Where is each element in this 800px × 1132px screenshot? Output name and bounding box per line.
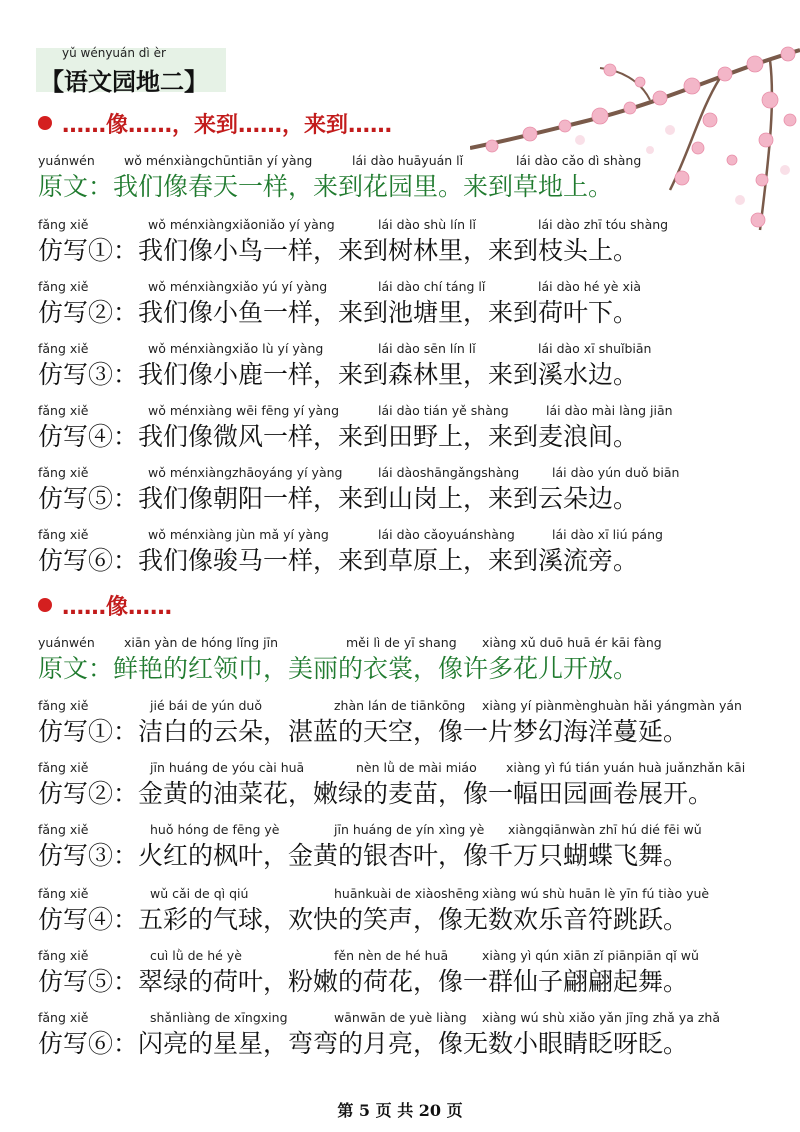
pinyin: lái dào xī liú páng	[552, 527, 663, 542]
pinyin: fǎng xiě	[38, 465, 89, 480]
pinyin: wǒ ménxiàngzhāoyáng yí yàng	[148, 465, 343, 480]
sentence-row	[38, 948, 798, 1000]
pinyin: lái dào chí táng lǐ	[378, 279, 486, 294]
section-heading-2-text: ……像……	[62, 594, 173, 620]
pinyin: lái dào shù lín lǐ	[378, 217, 476, 232]
pinyin: wǒ ménxiàngxiǎo lù yí yàng	[148, 341, 324, 356]
page-number: 第 5 页 共 20 页	[337, 1101, 463, 1120]
pinyin: fǎng xiě	[38, 403, 89, 418]
bullet-dot-icon	[38, 598, 52, 612]
sentence-text: 仿写③：我们像小鹿一样，来到森林里，来到溪水边。	[38, 360, 639, 389]
sentence-text: 仿写③：火红的枫叶，金黄的银杏叶，像千万只蝴蝶飞舞。	[38, 841, 689, 870]
sentence-row	[38, 527, 798, 579]
pinyin: fǎng xiě	[38, 1010, 89, 1025]
pinyin: xiàng xǔ duō huā ér kāi fàng	[482, 635, 662, 650]
pinyin: wǒ ménxiàngchūntiān yí yàng	[124, 153, 313, 168]
pinyin: xiàng yí piànmènghuàn hǎi yángmàn yán	[482, 698, 742, 713]
page-title: 【语文园地二】	[40, 68, 208, 96]
pinyin: huānkuài de xiàoshēng	[334, 886, 480, 901]
sentence-row	[38, 217, 798, 269]
sentence-row	[38, 760, 798, 812]
pinyin: lái dào hé yè xià	[538, 279, 641, 294]
sentence-text: 仿写④：五彩的气球，欢快的笑声，像无数欢乐音符跳跃。	[38, 905, 689, 934]
sentence-row	[38, 1010, 798, 1062]
pinyin: lái dào yún duǒ biān	[552, 465, 680, 480]
pinyin: lái dào sēn lín lǐ	[378, 341, 476, 356]
sentence-row	[38, 279, 798, 331]
sentence-text: 仿写④：我们像微风一样，来到田野上，来到麦浪间。	[38, 422, 639, 451]
pinyin: yuánwén	[38, 153, 95, 168]
sentence-row	[38, 698, 798, 750]
sentence-row	[38, 153, 798, 205]
pinyin: lái dào mài làng jiān	[546, 403, 673, 418]
pinyin: fǎng xiě	[38, 948, 89, 963]
pinyin: xiàng wú shù huān lè yīn fú tiào yuè	[482, 886, 710, 901]
sentence-row	[38, 822, 798, 874]
pinyin: fǎng xiě	[38, 698, 89, 713]
pinyin: wǔ cǎi de qì qiú	[150, 886, 249, 901]
pinyin: xiàng yì qún xiān zǐ piānpiān qǐ wǔ	[482, 948, 699, 963]
pinyin: xiàngqiānwàn zhī hú dié fēi wǔ	[508, 822, 702, 837]
pinyin: fǎng xiě	[38, 217, 89, 232]
pinyin: cuì lǜ de hé yè	[150, 948, 242, 963]
pinyin: wānwān de yuè liàng	[334, 1010, 467, 1025]
sentence-text: 仿写⑥：我们像骏马一样，来到草原上，来到溪流旁。	[38, 546, 639, 575]
pinyin: xiàng yì fú tián yuán huà juǎnzhǎn kāi	[506, 760, 746, 775]
pinyin: lái dào xī shuǐbiān	[538, 341, 652, 356]
pinyin: lái dào tián yě shàng	[378, 403, 509, 418]
sentence-text: 仿写①：洁白的云朵，湛蓝的天空，像一片梦幻海洋蔓延。	[38, 717, 689, 746]
pinyin: fěn nèn de hé huā	[334, 948, 449, 963]
pinyin: nèn lǜ de mài miáo	[356, 760, 477, 775]
pinyin: xiān yàn de hóng lǐng jīn	[124, 635, 279, 650]
pinyin: shǎnliàng de xīngxing	[150, 1010, 288, 1025]
sentence-text: 仿写②：金黄的油菜花，嫩绿的麦苗，像一幅田园画卷展开。	[38, 779, 714, 808]
sentence-row	[38, 403, 798, 455]
pinyin: lái dào huāyuán lǐ	[352, 153, 464, 168]
pinyin: lái dào zhī tóu shàng	[538, 217, 669, 232]
pinyin: xiàng wú shù xiǎo yǎn jīng zhǎ ya zhǎ	[482, 1010, 720, 1025]
pinyin: fǎng xiě	[38, 527, 89, 542]
pinyin: fǎng xiě	[38, 822, 89, 837]
pinyin: wǒ ménxiàng wēi fēng yí yàng	[148, 403, 340, 418]
pinyin: lái dào cǎoyuánshàng	[378, 527, 515, 542]
sentence-row	[38, 341, 798, 393]
pinyin: wǒ ménxiàng jùn mǎ yí yàng	[148, 527, 329, 542]
pinyin: yuánwén	[38, 635, 95, 650]
section-heading-1-text: ……像……，来到……，来到……	[62, 112, 393, 138]
sentence-row	[38, 465, 798, 517]
sentence-text: 仿写①：我们像小鸟一样，来到树林里，来到枝头上。	[38, 236, 639, 265]
section-heading-2	[38, 590, 172, 620]
sentence-text: 原文：我们像春天一样，来到花园里。来到草地上。	[38, 172, 614, 201]
sentence-text: 仿写⑤：我们像朝阳一样，来到山岗上，来到云朵边。	[38, 484, 639, 513]
pinyin: wǒ ménxiàngxiǎo yú yí yàng	[148, 279, 328, 294]
sentence-text: 仿写⑥：闪亮的星星，弯弯的月亮，像无数小眼睛眨呀眨。	[38, 1029, 689, 1058]
pinyin: jīn huáng de yín xìng yè	[334, 822, 485, 837]
bullet-dot-icon	[38, 116, 52, 130]
pinyin: wǒ ménxiàngxiǎoniǎo yí yàng	[148, 217, 335, 232]
sentence-row	[38, 886, 798, 938]
section-heading-1	[38, 108, 392, 138]
sentence-text: 仿写②：我们像小鱼一样，来到池塘里，来到荷叶下。	[38, 298, 639, 327]
pinyin: měi lì de yī shang	[346, 635, 457, 650]
pinyin: jié bái de yún duǒ	[150, 698, 262, 713]
sentence-row	[38, 635, 798, 687]
pinyin: fǎng xiě	[38, 341, 89, 356]
pinyin: lái dàoshāngǎngshàng	[378, 465, 520, 480]
pinyin: zhàn lán de tiānkōng	[334, 698, 466, 713]
pinyin: lái dào cǎo dì shàng	[516, 153, 642, 168]
pinyin: huǒ hóng de fēng yè	[150, 822, 280, 837]
pinyin: jīn huáng de yóu cài huā	[150, 760, 305, 775]
pinyin: fǎng xiě	[38, 760, 89, 775]
pinyin: fǎng xiě	[38, 886, 89, 901]
sentence-text: 仿写⑤：翠绿的荷叶，粉嫩的荷花，像一群仙子翩翩起舞。	[38, 967, 689, 996]
title-pinyin: yǔ wényuán dì èr	[62, 46, 166, 60]
sentence-text: 原文：鲜艳的红领巾，美丽的衣裳，像许多花儿开放。	[38, 654, 639, 683]
pinyin: fǎng xiě	[38, 279, 89, 294]
